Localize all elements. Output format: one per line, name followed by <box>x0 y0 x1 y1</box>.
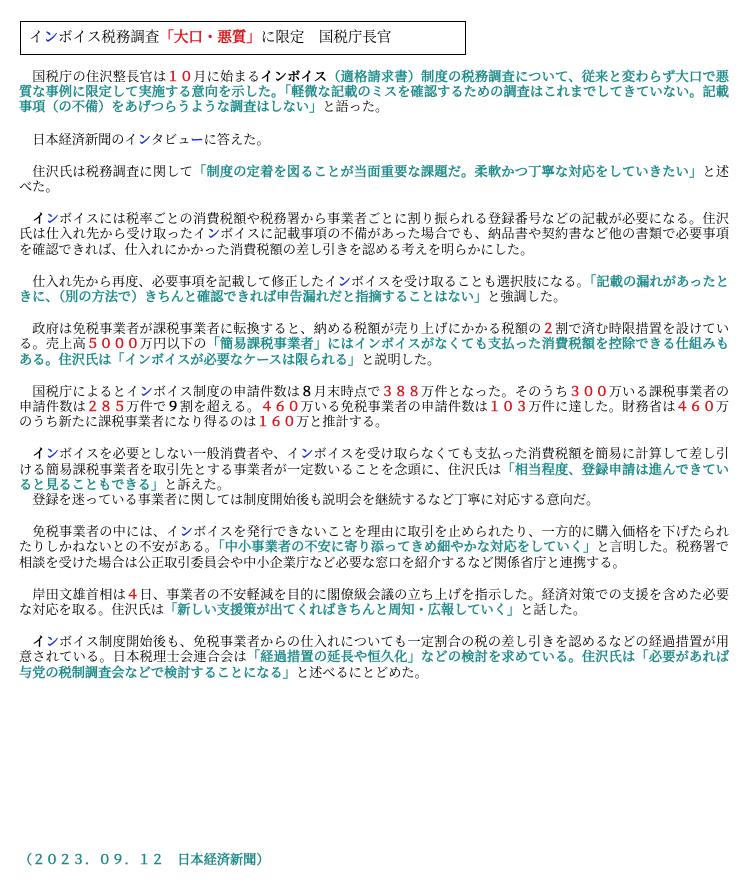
text: ボイス制度の申請件数は <box>152 384 301 400</box>
quote: 「制度の定着を図ることが当面重要な課題だ。柔軟かつ丁寧な対応をしていきたい」 <box>193 164 703 180</box>
text: 日本経済新聞のイ <box>32 132 138 148</box>
text: ボイスを受け取らなくても支払った消費税額を簡易に計算して差し引ける簡易課税事業者を取引先とする事業者が一定数いることを念頭に、住沢氏は <box>19 447 730 478</box>
text: 万件となった。そのうち <box>420 384 569 400</box>
headline-part: イ <box>29 30 44 46</box>
number: ８ <box>300 384 314 400</box>
headline-box <box>20 21 466 55</box>
paragraph-9 <box>19 493 729 508</box>
char: ン <box>45 212 60 228</box>
char: ー <box>190 132 204 148</box>
text: 万のうち新たに課税事業者になり得るのは <box>19 400 730 431</box>
number: １６０ <box>256 415 296 431</box>
char: ン <box>45 635 60 651</box>
char: ン <box>45 447 60 463</box>
text: 免税事業者の中には、イ <box>32 525 180 541</box>
quote: 「中小事業者の不安に寄り添ってきめ細やかな対応をしていく」 <box>218 540 597 556</box>
text: ボイスを必要としない一般消費者や、イ <box>59 447 301 463</box>
paragraph-7 <box>19 385 729 431</box>
text: ボイスに記載事項の不備があった場合でも、納品書や契約書など他の書類で必要事項を確認できれば、仕入れにかかった消費税額の差し引きを認める考えを明らかにした。 <box>19 227 730 258</box>
number: ４６０ <box>260 400 301 416</box>
number: １０ <box>166 70 194 85</box>
number: ４６０ <box>675 400 716 416</box>
text: 仕入れ先から再度、必要事項を記載して修正したイ <box>32 274 338 290</box>
text: 万件に達した。財務省は <box>528 400 676 416</box>
text: と語った。 <box>322 100 389 116</box>
text: イ <box>32 212 46 228</box>
number: ９ <box>166 400 180 416</box>
paragraph-3 <box>19 165 729 195</box>
text: 万件で <box>126 400 167 416</box>
number: ２８５ <box>86 400 127 416</box>
article-body <box>19 70 729 698</box>
text: 日、事業者の不安軽減を目的に閣僚級会議の立ち上げを指示した。経済対策での支援を含めた必要な対応を取る。住沢氏は <box>19 587 730 619</box>
paragraph-1 <box>19 70 729 116</box>
char: ン <box>139 384 153 400</box>
number: ２ <box>541 322 555 338</box>
quote: 「簡易課税事業者」にはインボイスがなくても支払った消費税額を控除できる仕組みもある。住沢氏は「インボイスが必要なケースは限られる」 <box>19 337 730 368</box>
text: 月末時点で <box>313 384 381 400</box>
keyword: インボイス <box>260 70 328 85</box>
char: ン <box>179 525 194 541</box>
quote: （適格請求書）制度の税務調査について、従来と変わらず大口で悪質な事例に限定して実施する意向を示した。「軽微な記載のミスを確認するための調査はこれまでしてきていない。記載事項（の不備）をあげつらうような調査はしない」 <box>19 70 729 116</box>
quote: 「記載の漏れがあったときに、（別の方法で）きちんと確認できれば申告漏れだと指摘することはない」 <box>19 274 729 306</box>
text: ボイスを受け取ることも選択肢になる。 <box>350 274 590 290</box>
text: 月に始まる <box>193 70 261 85</box>
number: ５０００ <box>86 337 140 353</box>
text: と言明した。税務署で相談を受けた場合は公正取引委員会や中小企業庁など必要な窓口を紹介するなど関係省庁と連携する。 <box>19 540 729 571</box>
number: １０３ <box>488 400 529 416</box>
char: ン <box>206 227 221 243</box>
text: 登録を迷っている事業者に関しては制度開始後も説明会を継続するなど丁寧に対応する意向だ。 <box>32 493 600 509</box>
text: 国税庁によるとイ <box>32 384 140 400</box>
text: 割を超える。 <box>179 400 261 416</box>
char: ン <box>137 132 151 148</box>
headline-part: ボイス税務調査 <box>58 30 160 46</box>
char: ン <box>300 447 314 463</box>
paragraph-6 <box>19 322 729 368</box>
text: 国税庁の住沢整長官は <box>32 70 167 85</box>
paragraph-10 <box>19 525 729 571</box>
text: 万いる課税事業者の申請件数は <box>19 384 730 416</box>
paragraph-4 <box>19 212 729 258</box>
text: 万と推計する。 <box>295 415 389 431</box>
number: ３８８ <box>380 384 421 400</box>
number: ３００ <box>568 384 609 400</box>
text: ボイスを発行できないことを理由に取引を止められたり、一方的に購入価格を下げたられたりしかねないとの不安がある。 <box>19 525 730 556</box>
text: イ <box>32 447 46 463</box>
headline-part: に限定 国税庁長官 <box>260 30 392 46</box>
source-citation: （２０２３．０９．１２ 日本経済新聞） <box>19 853 270 868</box>
headline-emphasis: 「大口・悪質」 <box>159 30 261 46</box>
text: と述べるにとどめた。 <box>295 665 428 681</box>
paragraph-2 <box>19 133 729 148</box>
paragraph-5 <box>19 275 729 305</box>
text: 万円以下の <box>139 337 207 353</box>
text: 政府は免税事業者が課税事業者に転換すると、納める税額が売り上げにかかる税額の <box>32 322 542 338</box>
quote: 「新しい支援策が出てくればきちんと周知・広報していく」 <box>164 603 521 619</box>
number: ４ <box>126 587 140 603</box>
text: 住沢氏は税務調査に関して <box>32 164 194 180</box>
text: と説明した。 <box>361 352 441 368</box>
paragraph-11 <box>19 588 729 618</box>
text: 割で済む時限措置を設けている。売上高 <box>19 322 730 353</box>
text: と訴えた。 <box>164 477 230 493</box>
text: と強調した。 <box>487 290 567 306</box>
quote: 「相当程度、登録申請は進んできていると見ることもできる」 <box>19 462 729 493</box>
char: ン <box>337 274 351 290</box>
paragraph-8 <box>19 447 729 493</box>
text: と話した。 <box>520 603 587 619</box>
text: イ <box>32 635 46 651</box>
text: 万いる免税事業者の申請件数は <box>300 400 489 416</box>
text: タビュ <box>150 132 191 148</box>
headline-part: ン <box>43 30 58 46</box>
text: と述べた。 <box>19 164 730 196</box>
text: に答えた。 <box>203 132 270 148</box>
quote: 「経過措置の延長や恒久化」などの検討を求めている。住沢氏は「必要があれば与党の税制調査会などで検討することになる」 <box>19 650 730 681</box>
paragraph-12 <box>19 635 729 681</box>
text: ボイス制度開始後も、免税事業者からの仕入れについても一定割合の税の差し引きを認めるなどの経過措置が用意されている。日本税理士会連合会は <box>19 635 730 666</box>
text: 岸田文雄首相は <box>32 587 127 603</box>
text: ボイスには税率ごとの消費税額や税務署から事業者ごとに割り振られる登録番号などの記載が必要になる。住沢氏は仕入れ先から受け取ったイ <box>19 212 730 243</box>
